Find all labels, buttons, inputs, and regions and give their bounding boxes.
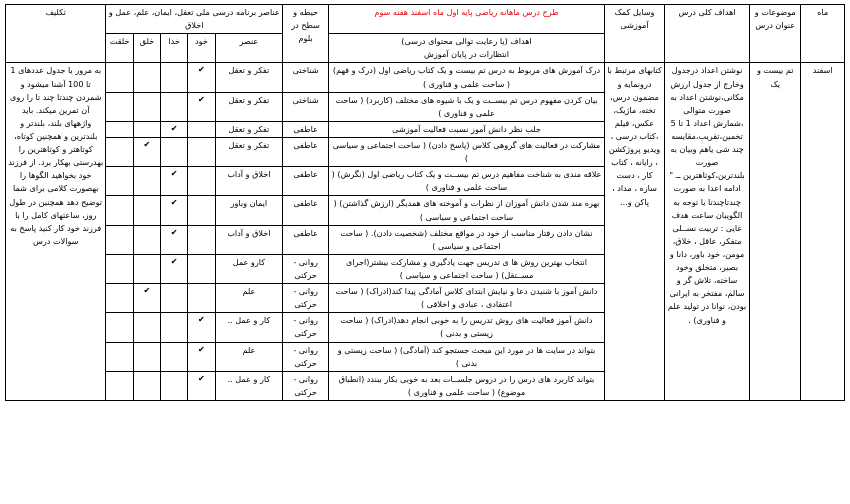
check-icon: ✔: [198, 93, 205, 104]
table-body: [6, 63, 845, 401]
curriculum-element: اخلاق و آداب: [215, 167, 283, 196]
checkbox-khod[interactable]: [188, 167, 215, 196]
checkbox-khoda[interactable]: [161, 254, 188, 283]
goal-text: انتخاب بهترین روش ها ی تدریس جهت یادگیری و مشارکت بیشتر(اجرای مســتقل) ( ساحت اجتماعی و سیاسی ): [329, 254, 605, 283]
checkbox-khod[interactable]: [188, 196, 215, 225]
check-icon: ✔: [198, 314, 205, 325]
checkbox-khelghat[interactable]: [106, 196, 133, 225]
checkbox-khoda[interactable]: [161, 196, 188, 225]
goal-text: بتواند کاربرد های درس را در دروس جلســات بعد به خوبی بکار ببندد (انطباق موضوع) ( ساحت علمی و فناوری ): [329, 371, 605, 400]
header-objectives-sub: [329, 34, 605, 63]
checkbox-khelghat[interactable]: [106, 137, 133, 166]
checkbox-khalgh[interactable]: [133, 254, 160, 283]
checkbox-khelghat[interactable]: [106, 313, 133, 342]
row-subject-title: تم بیست و یک: [750, 63, 801, 401]
header-assignment: تکلیف: [6, 5, 106, 63]
checkbox-khalgh[interactable]: [133, 371, 160, 400]
curriculum-element: علم: [215, 342, 283, 371]
goal-text: بهره مند شدن دانش آموزان از نظرات و آموخته های همدیگر (ارزش گذاشتن) ( ساحت اجتماعی و سیاسی ): [329, 196, 605, 225]
checkbox-khoda[interactable]: [161, 313, 188, 342]
row-general-objectives: نوشتن اعداد درجدول وخارج از جدول ارزش مکانی،نوشتن اعداد به صورت متوالی ،شمارش اعداد 1 تا 5 تخمین،تقریب،مقایسه چند شی یاهم وبیان به صورت بلندترین،کوتاهترین ــ " ادامه اعدا به صورت چندتاچندتا یا توجه به الگویبان ساعت هدف غایی : تربیت نســلی متفکر، عاقل ، خلاق، مومن، خود باور، دانا و بصیر، متخلق وخود ساخته، تلاش گر و سالم، مفتخر به ایرانی بودن، توانا در تولید علم و فناوری) .: [665, 63, 750, 401]
checkbox-khod[interactable]: [188, 313, 215, 342]
domain-level: روانی - حرکتی: [283, 284, 329, 313]
domain-level: شناختی: [283, 92, 329, 121]
header-month: ماه: [801, 5, 845, 63]
goal-text: بتواند در سایت ها در مورد این مبحث جستجو کند (آمادگی) ( ساحت زیستی و بدنی ): [329, 342, 605, 371]
curriculum-element: تفکر و تعقل: [215, 137, 283, 166]
checkbox-khod[interactable]: [188, 63, 215, 92]
checkbox-khoda[interactable]: [161, 92, 188, 121]
check-icon: ✔: [198, 343, 205, 354]
checkbox-khoda[interactable]: [161, 137, 188, 166]
monthly-lesson-plan-table: [5, 4, 845, 401]
checkbox-khod[interactable]: [188, 371, 215, 400]
checkbox-khelghat[interactable]: [106, 121, 133, 137]
header-general-objectives: اهداف کلی درس: [665, 5, 750, 63]
curriculum-element: کار و عمل ..: [215, 371, 283, 400]
check-icon: ✔: [170, 168, 178, 179]
header-national-curriculum: عناصر برنامه درسی ملی تعقل، ایمان، علم، عمل و اخلاق: [106, 5, 283, 34]
checkbox-khalgh[interactable]: [133, 167, 160, 196]
checkbox-khelghat[interactable]: [106, 63, 133, 92]
row-assignment: به مرور با جدول عددهای 1 تا 100 آشنا میشود و شمردن چندتا چند تا را روی آن تمرین میکند. باید واژههای بلند، بلندتر و بلندترین و همچنین کوتاه، کوتاهتر و کوتاهترین را بهدرستی بهکار برد. از فرزند خود بخواهید الگوها را بهصورت کلامی برای شما توضیح دهد همچنین در طول روز، ساعتهای کامل را با فرزند خود کار کنید پاسخ به سوالات درس: [6, 63, 106, 401]
check-icon: ✔: [170, 197, 178, 208]
row-month: اسفند: [801, 63, 845, 401]
goal-text: بیان کردن مفهوم درس تم بیســت و یک با شیوه های مختلف (کاربرد) ( ساحت علمی و فناوری ): [329, 92, 605, 121]
domain-level: شناختی: [283, 63, 329, 92]
curriculum-element: تفکر و تعقل: [215, 92, 283, 121]
checkbox-khoda[interactable]: [161, 284, 188, 313]
goal-text: نشان دادن رفتار مناسب از خود در مواقع مختلف (شخصیت دادن). ( ساحت اجتماعی و سیاسی ): [329, 225, 605, 254]
checkbox-khelghat[interactable]: [106, 254, 133, 283]
goal-text: دانش آموز فعالیت های روش تدریس را به خوبی انجام دهد(ادراک) ( ساحت زیستی و بدنی ): [329, 313, 605, 342]
check-icon: ✔: [170, 255, 178, 266]
checkbox-khalgh[interactable]: [133, 63, 160, 92]
objectives-sub-line-2: انتظارات در پایان آموزش: [424, 49, 510, 60]
checkbox-khoda[interactable]: [161, 167, 188, 196]
curriculum-element: علم: [215, 284, 283, 313]
domain-level: عاطفی: [283, 137, 329, 166]
checkbox-khalgh[interactable]: [133, 313, 160, 342]
goal-text: علاقه مندی به شناخت مفاهیم درس تم بیســت و یک کتاب ریاضی اول (نگرش) ( ساحت علمی و فناوری ): [329, 167, 605, 196]
check-icon: ✔: [198, 372, 205, 383]
checkbox-khod[interactable]: [188, 92, 215, 121]
checkbox-khalgh[interactable]: [133, 342, 160, 371]
curriculum-element: تفکر و تعقل: [215, 121, 283, 137]
goal-text: جلب نظر دانش آموز نسبت فعالیت آموزشی: [329, 121, 605, 137]
header-element-khod: خود: [188, 34, 215, 63]
domain-level: عاطفی: [283, 196, 329, 225]
check-icon: ✔: [143, 138, 151, 149]
checkbox-khod[interactable]: [188, 225, 215, 254]
check-icon: ✔: [170, 122, 178, 133]
check-icon: ✔: [198, 64, 205, 75]
checkbox-khalgh[interactable]: [133, 284, 160, 313]
curriculum-element: تفکر و تعقل: [215, 63, 283, 92]
curriculum-element: کار و عمل ..: [215, 313, 283, 342]
checkbox-khelghat[interactable]: [106, 225, 133, 254]
domain-level: روانی - حرکتی: [283, 254, 329, 283]
checkbox-khoda[interactable]: [161, 342, 188, 371]
goal-text: دانش آموز با شنیدن دعا و نیایش ابتدای کلاس آمادگی پیدا کند(ادراک) ( ساحت اعتقادی ، عبادی و اخلاقی ): [329, 284, 605, 313]
checkbox-khalgh[interactable]: [133, 92, 160, 121]
checkbox-khoda[interactable]: [161, 371, 188, 400]
curriculum-element: اخلاق و آداب: [215, 225, 283, 254]
check-icon: ✔: [143, 285, 151, 296]
header-element-khelghat: خلقت: [106, 34, 133, 63]
checkbox-khoda[interactable]: [161, 225, 188, 254]
checkbox-khod[interactable]: [188, 137, 215, 166]
header-subject-title: موضوعات و عنوان درس: [750, 5, 801, 63]
header-element-asr: عنصر: [215, 34, 283, 63]
domain-level: عاطفی: [283, 167, 329, 196]
header-element-khalgh: خلق: [133, 34, 160, 63]
goal-text: درک آموزش های مربوط به درس تم بیست و یک کتاب ریاضی اول (درک و فهم) ( ساحت علمی و فناوری ): [329, 63, 605, 92]
checkbox-khoda[interactable]: [161, 121, 188, 137]
domain-level: روانی - حرکتی: [283, 371, 329, 400]
domain-level: عاطفی: [283, 121, 329, 137]
checkbox-khalgh[interactable]: [133, 137, 160, 166]
checkbox-khalgh[interactable]: [133, 196, 160, 225]
check-icon: ✔: [170, 226, 178, 237]
domain-level: روانی - حرکتی: [283, 313, 329, 342]
objectives-sub-line-1: اهداف (یا رعایت توالی محتوای درسی): [401, 36, 532, 47]
domain-level: عاطفی: [283, 225, 329, 254]
checkbox-khoda[interactable]: [161, 63, 188, 92]
header-element-khoda: خدا: [161, 34, 188, 63]
checkbox-khelghat[interactable]: [106, 284, 133, 313]
header-domain-level: حیطه و سطح در بلوم: [283, 5, 329, 63]
checkbox-khalgh[interactable]: [133, 121, 160, 137]
checkbox-khelghat[interactable]: [106, 371, 133, 400]
curriculum-element: کارو عمل: [215, 254, 283, 283]
checkbox-khelghat[interactable]: [106, 92, 133, 121]
checkbox-khalgh[interactable]: [133, 225, 160, 254]
header-teaching-aids: وسایل کمک آموزشی: [605, 5, 665, 63]
row-teaching-aids: کتابهای مرتبط با درونمایه و مضمون درس، تخته، ماژیک، عکس، فیلم ،کتاب درسی ، ویدیو پروژکشن ، رایانه ، کتاب کار ، دست سازه ، مداد ، پاکن و...: [605, 63, 665, 401]
checkbox-khelghat[interactable]: [106, 167, 133, 196]
header-row-1: [6, 5, 845, 34]
table-header: [6, 5, 845, 63]
checkbox-khod[interactable]: [188, 121, 215, 137]
plan-title: طرح درس ماهانه ریاضی پایه اول ماه اسفند هفته سوم: [329, 5, 605, 34]
checkbox-khelghat[interactable]: [106, 342, 133, 371]
checkbox-khod[interactable]: [188, 254, 215, 283]
domain-level: روانی - حرکتی: [283, 342, 329, 371]
checkbox-khod[interactable]: [188, 284, 215, 313]
goal-text: مشارکت در فعالیت های گروهی کلاس (پاسخ دادن) ( ساحت اجتماعی و سیاسی ): [329, 137, 605, 166]
checkbox-khod[interactable]: [188, 342, 215, 371]
curriculum-element: ایمان وباور: [215, 196, 283, 225]
table-row: [6, 63, 845, 92]
